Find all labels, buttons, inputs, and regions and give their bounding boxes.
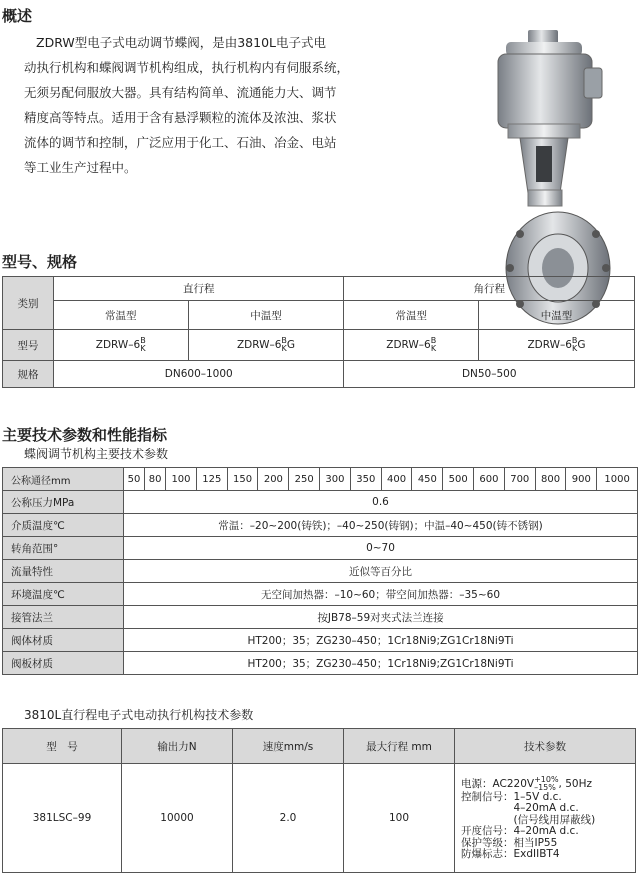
dn-value: 800 (535, 468, 566, 491)
actuator-title: 3810L直行程电子式电动执行机构技术参数 (24, 708, 254, 722)
overview-line: ZDRW型电子式电动调节蝶阀，是由3810L电子式电 (36, 35, 327, 50)
tech-line: 保护等级：相当IP55 (461, 836, 558, 849)
tech-line: 4–20mA d.c. (461, 802, 579, 814)
param-label: 转角范围° (3, 537, 124, 560)
spec-mid-temp: 中温型 (478, 301, 634, 330)
spec-group-angle: 角行程 (344, 277, 635, 301)
dn-value: 125 (196, 468, 227, 491)
act-header: 最大行程 mm (344, 729, 455, 764)
spec-header-category: 类别 (3, 277, 54, 330)
spec-title: 型号、规格 (2, 253, 78, 271)
param-label: 接管法兰 (3, 606, 124, 629)
dn-value: 80 (145, 468, 166, 491)
spec-row-size: 规格 (3, 361, 54, 388)
dn-value: 600 (474, 468, 505, 491)
spec-model-cell (344, 330, 479, 361)
param-value: HT200；35；ZG230–450；1Cr18Ni9;ZG1Cr18Ni9Ti (124, 629, 638, 652)
model-prefix: ZDRW–6 (95, 339, 141, 351)
model-sup: B (430, 336, 437, 345)
model-suffix: G (286, 339, 296, 351)
spec-mid-temp: 中温型 (188, 301, 344, 330)
overview-text (24, 30, 369, 180)
spec-size-straight: DN600–1000 (54, 361, 344, 388)
dn-value: 50 (124, 468, 145, 491)
model-suffix: G (577, 339, 586, 351)
model-sup: B (140, 336, 146, 345)
dn-value: 400 (381, 468, 412, 491)
tech-line: (信号线用屏蔽线) (461, 813, 596, 826)
dn-value: 350 (350, 468, 381, 491)
actuator-table (2, 728, 636, 873)
model-sub: K (572, 344, 578, 353)
model-prefix: ZDRW–6 (527, 339, 572, 351)
param-value: HT200；35；ZG230–450；1Cr18Ni9;ZG1Cr18Ni9Ti (124, 652, 638, 675)
tech-line: 控制信号：1–5V d.c. (461, 790, 562, 803)
act-header: 速度mm/s (233, 729, 344, 764)
param-label: 流量特性 (3, 560, 124, 583)
model-prefix: ZDRW–6 (236, 339, 282, 351)
power-line (461, 776, 629, 792)
overview-line: 动执行机构和蝶阀调节机构组成，执行机构内有伺服系统， (24, 60, 350, 75)
tech-line: 防爆标志：ExdIIBT4 (461, 848, 560, 860)
act-stroke: 100 (344, 764, 455, 873)
act-header: 技术参数 (455, 729, 636, 764)
model-sub: K (281, 344, 287, 353)
overview-line: 无须另配伺服放大器。具有结构简单、流通能力大、调节 (24, 85, 337, 100)
dn-value: 100 (166, 468, 197, 491)
act-header: 型 号 (3, 729, 122, 764)
param-value: 0~70 (124, 537, 638, 560)
params-subtitle: 蝶阀调节机构主要技术参数 (24, 447, 169, 461)
param-label: 公称压力MPa (3, 491, 124, 514)
param-value: 近似等百分比 (124, 560, 638, 583)
spec-row-model: 型号 (3, 330, 54, 361)
param-value: 常温：–20~200(铸铁)；–40~250(铸钢)；中温–40~450(铸不锈钢) (124, 514, 638, 537)
dn-value: 250 (289, 468, 320, 491)
dn-value: 450 (412, 468, 443, 491)
param-label: 环境温度℃ (3, 583, 124, 606)
spec-size-angle: DN50–500 (344, 361, 635, 388)
act-tech-params (455, 764, 636, 873)
dn-value: 900 (566, 468, 597, 491)
overview-line: 等工业生产过程中。 (24, 160, 137, 175)
overview-title: 概述 (2, 7, 33, 25)
dn-value: 150 (227, 468, 258, 491)
param-label: 介质温度℃ (3, 514, 124, 537)
power-suffix: , 50Hz (558, 777, 592, 790)
param-label: 阀体材质 (3, 629, 124, 652)
spec-group-straight: 直行程 (54, 277, 344, 301)
act-speed: 2.0 (233, 764, 344, 873)
model-sub: K (140, 344, 146, 353)
model-sub: K (430, 344, 437, 353)
dn-label: 公称通径mm (3, 468, 124, 491)
dn-value: 1000 (597, 468, 638, 491)
spec-table (2, 276, 635, 388)
dn-value: 500 (443, 468, 474, 491)
spec-model-cell (54, 330, 189, 361)
spec-model-cell (188, 330, 344, 361)
model-sup: B (281, 336, 287, 345)
params-title: 主要技术参数和性能指标 (2, 426, 168, 444)
tech-line: 开度信号：4–20mA d.c. (461, 825, 579, 837)
act-header: 输出力N (122, 729, 233, 764)
power-plus: +10% (534, 774, 559, 784)
dn-value: 300 (320, 468, 351, 491)
param-value: 无空间加热器：–10~60；带空间加热器：–35~60 (124, 583, 638, 606)
overview-line: 流体的调节和控制，广泛应用于化工、石油、冶金、电站 (24, 135, 337, 150)
spec-normal-temp: 常温型 (54, 301, 189, 330)
power-prefix: 电源：AC220V (461, 777, 535, 790)
overview-line: 精度高等特点。适用于含有悬浮颗粒的流体及浓浊、浆状 (24, 110, 337, 125)
spec-normal-temp: 常温型 (344, 301, 479, 330)
model-sup: B (571, 336, 578, 345)
act-force: 10000 (122, 764, 233, 873)
dn-value: 200 (258, 468, 289, 491)
param-value: 0.6 (124, 491, 638, 514)
param-value: 按JB78–59对夹式法兰连接 (124, 606, 638, 629)
act-model: 381LSC–99 (3, 764, 122, 873)
param-label: 阀板材质 (3, 652, 124, 675)
model-prefix: ZDRW–6 (386, 339, 431, 351)
dn-value: 700 (504, 468, 535, 491)
power-minus: –15% (534, 782, 556, 792)
spec-model-cell (478, 330, 634, 361)
params-table (2, 467, 638, 675)
